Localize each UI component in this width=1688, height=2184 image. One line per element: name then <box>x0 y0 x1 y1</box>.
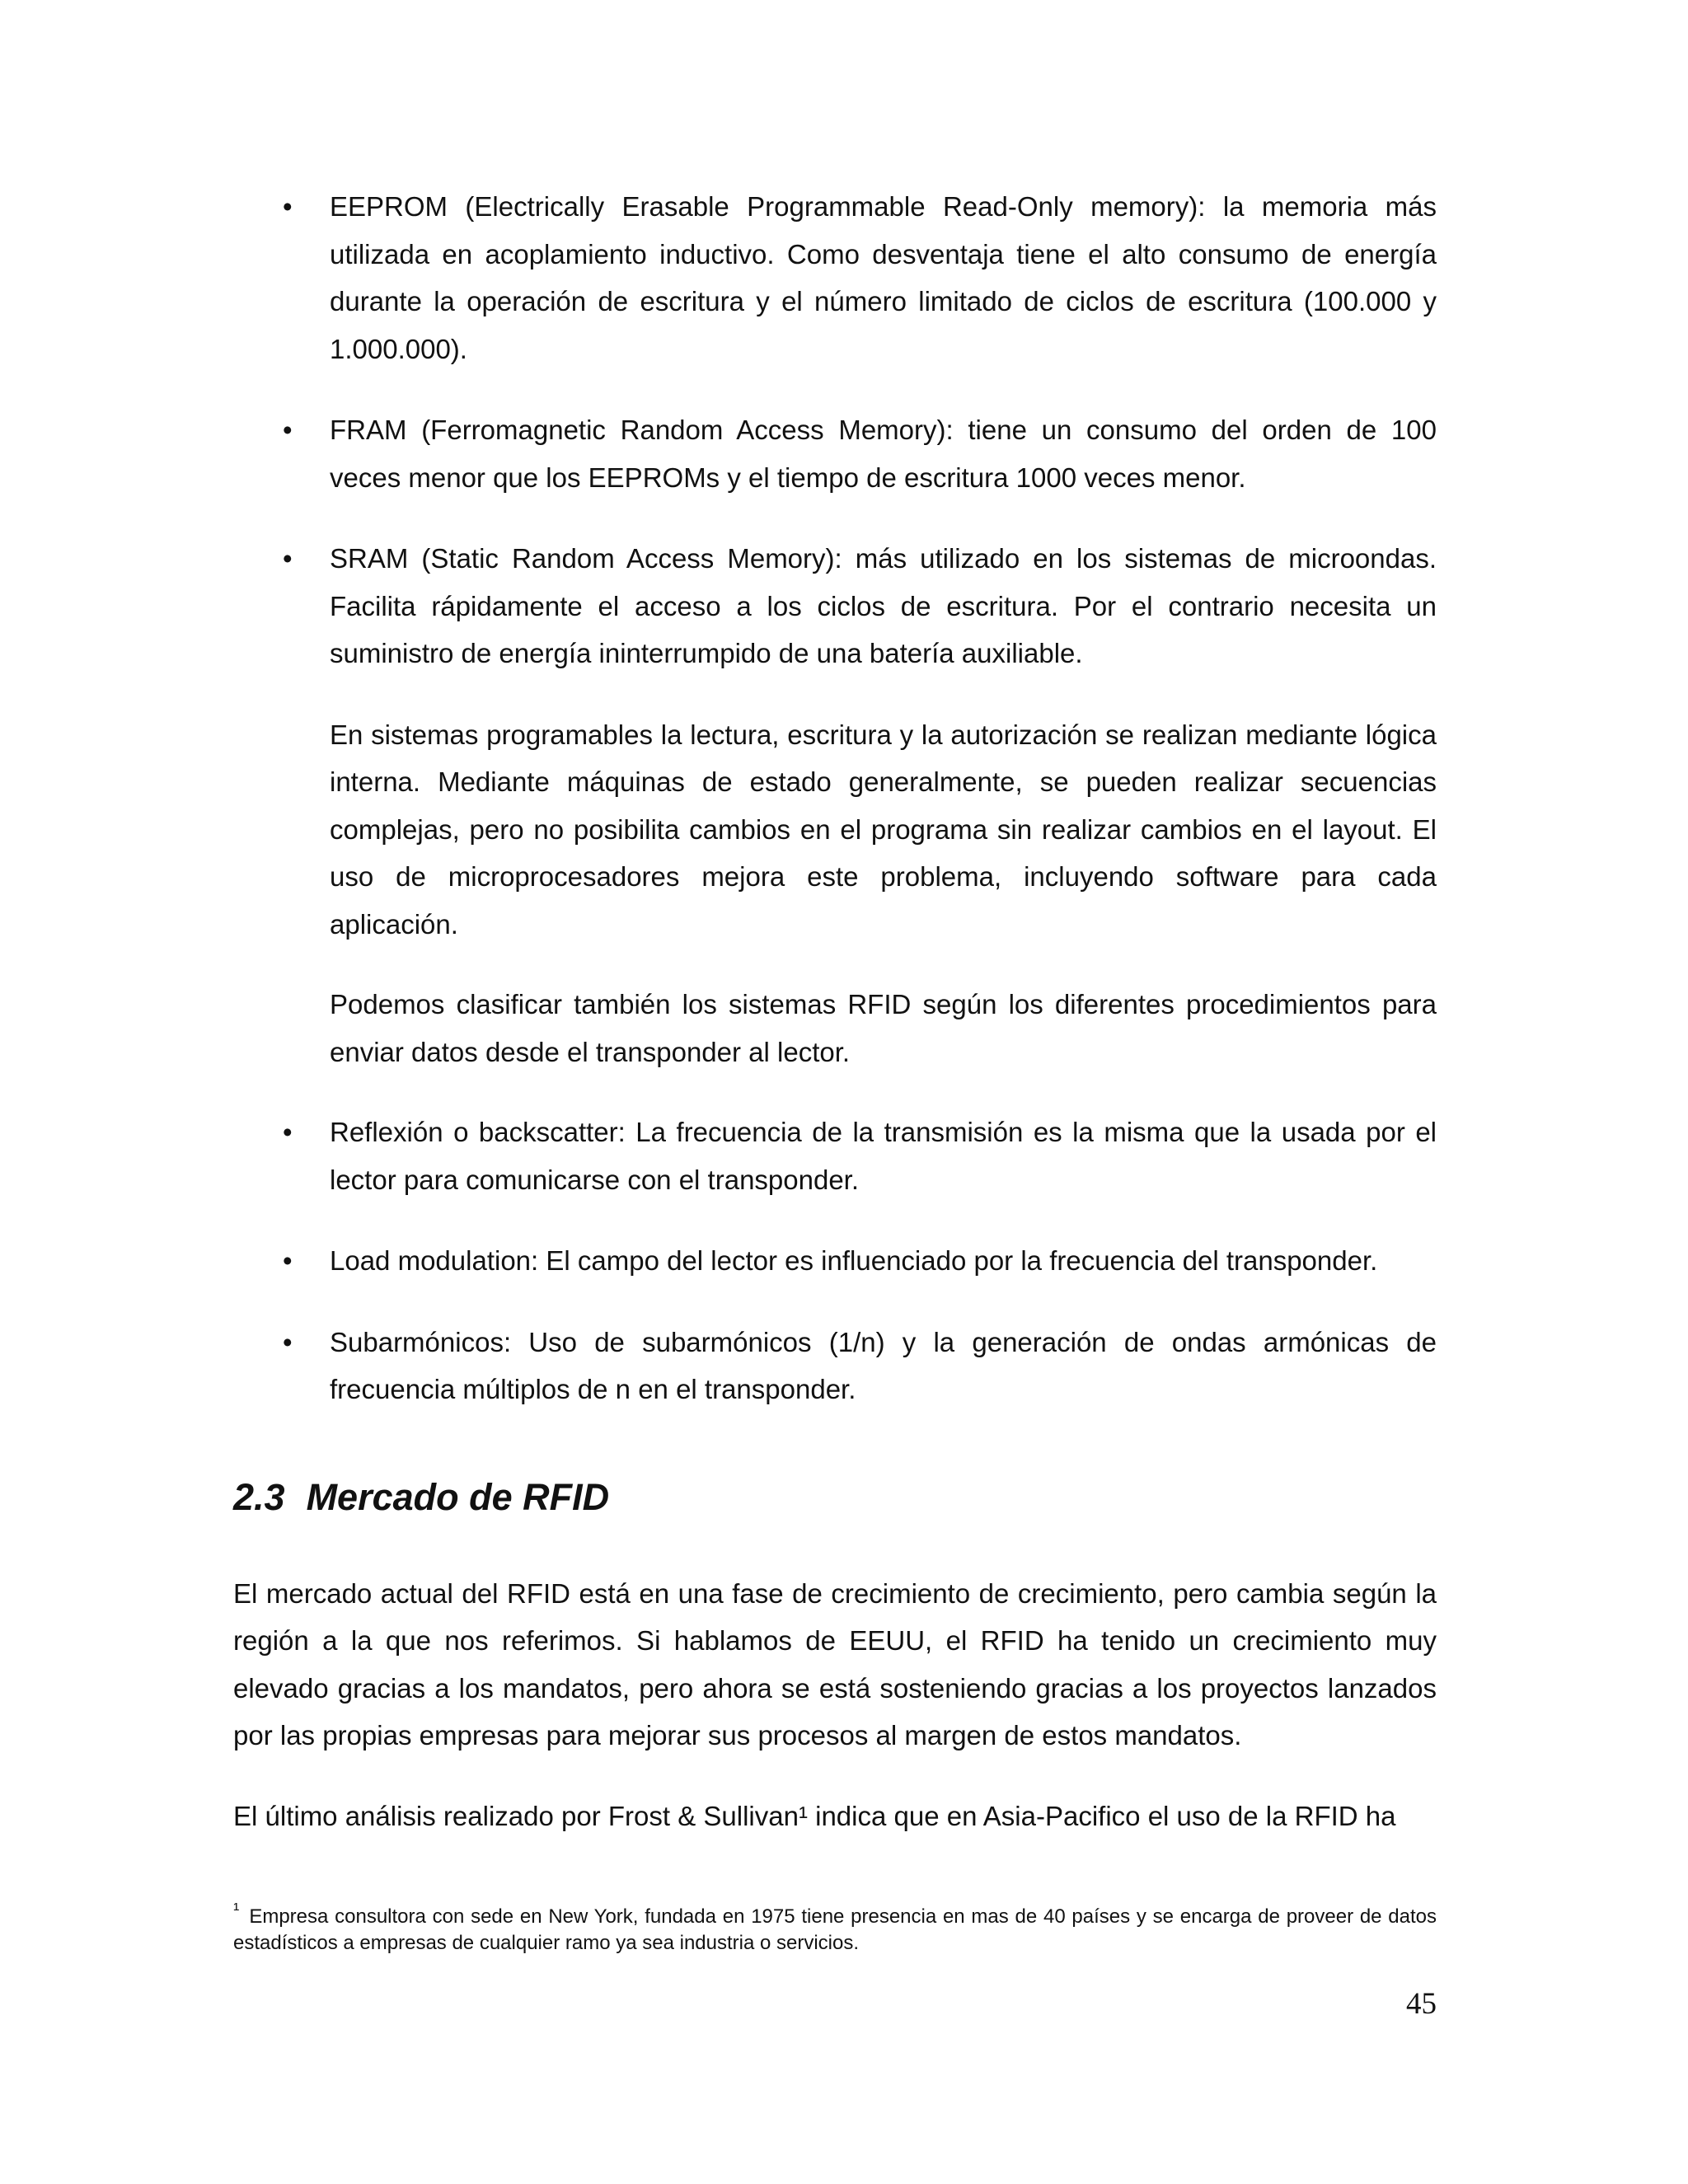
list-item-text: EEPROM (Electrically Erasable Programmable Read-Only memory): la memoria más utilizada en acoplamiento inductivo. Como desventaja tiene el alto consumo de energía durante la operación de escritura y el número limitado de ciclos de escritura (100.000 y 1.000.000). <box>330 191 1437 364</box>
list-item-eeprom <box>233 183 1437 373</box>
section-heading <box>233 1473 1437 1522</box>
bullet-marker: • <box>283 1245 293 1276</box>
bullet-marker: • <box>283 1326 293 1357</box>
page-content <box>233 183 1437 1840</box>
paragraph-market: El mercado actual del RFID está en una fase de crecimiento de crecimiento, pero cambia según la región a la que nos referimos. Si hablamos de EEUU, el RFID ha tenido un crecimiento muy elevado gracias a los mandatos, pero ahora se está sosteniendo gracias a los proyectos lanzados por las propias empresas para mejorar sus procesos al margen de estos mandatos. <box>233 1577 1437 1750</box>
page-number: 45 <box>1406 1987 1437 2021</box>
bullet-marker: • <box>283 1117 293 1147</box>
section-number: 2.3 <box>233 1475 285 1518</box>
list-item-text: FRAM (Ferromagnetic Random Access Memory): tiene un consumo del orden de 100 veces menor que los EEPROMs y el tiempo de escritura 1000 veces menor. <box>330 415 1437 493</box>
section-title: Mercado de RFID <box>306 1475 610 1518</box>
bullet-marker: • <box>283 191 293 222</box>
list-item-subarmonicos <box>233 1319 1437 1413</box>
paragraph-classification: Podemos clasificar también los sistemas RFID según los diferentes procedimientos para enviar datos desde el transponder al lector. <box>330 989 1437 1067</box>
bullet-marker: • <box>283 415 293 445</box>
list-item-text: SRAM (Static Random Access Memory): más utilizado en los sistemas de microondas. Facilita rápidamente el acceso a los ciclos de escritura. Por el contrario necesita un suministro de energía ininterrumpido de una batería auxiliable. <box>330 543 1437 668</box>
paragraph-programmable-systems: En sistemas programables la lectura, escritura y la autorización se realizan mediante lógica interna. Mediante máquinas de estado generalmente, se pueden realizar secuencias complejas, pero no posibilita cambios en el programa sin realizar cambios en el layout. El uso de microprocesadores mejora este problema, incluyendo software para cada aplicación. <box>330 719 1437 940</box>
list-item-load-modulation <box>233 1237 1437 1285</box>
footnote-text: Empresa consultora con sede en New York, fundada en 1975 tiene presencia en mas de 40 países y se encarga de proveer de datos estadísticos a empresas de cualquier ramo ya sea industria o servicios. <box>233 1905 1437 1954</box>
list-item-backscatter <box>233 1108 1437 1203</box>
footnote <box>233 1899 1437 1957</box>
list-item-text: Load modulation: El campo del lector es influenciado por la frecuencia del transponder. <box>330 1245 1378 1276</box>
list-item-fram <box>233 406 1437 501</box>
list-item-text: Subarmónicos: Uso de subarmónicos (1/n) y la generación de ondas armónicas de frecuencia múltiplos de n en el transponder. <box>330 1326 1437 1404</box>
bullet-marker: • <box>283 543 293 574</box>
paragraph-frost-sullivan: El último análisis realizado por Frost & Sullivan¹ indica que en Asia-Pacifico el uso de la RFID ha <box>233 1800 1396 1831</box>
footnote-marker: ¹ <box>233 1899 240 1919</box>
list-item-sram <box>233 535 1437 677</box>
list-item-text: Reflexión o backscatter: La frecuencia de la transmisión es la misma que la usada por el lector para comunicarse con el transponder. <box>330 1117 1437 1195</box>
